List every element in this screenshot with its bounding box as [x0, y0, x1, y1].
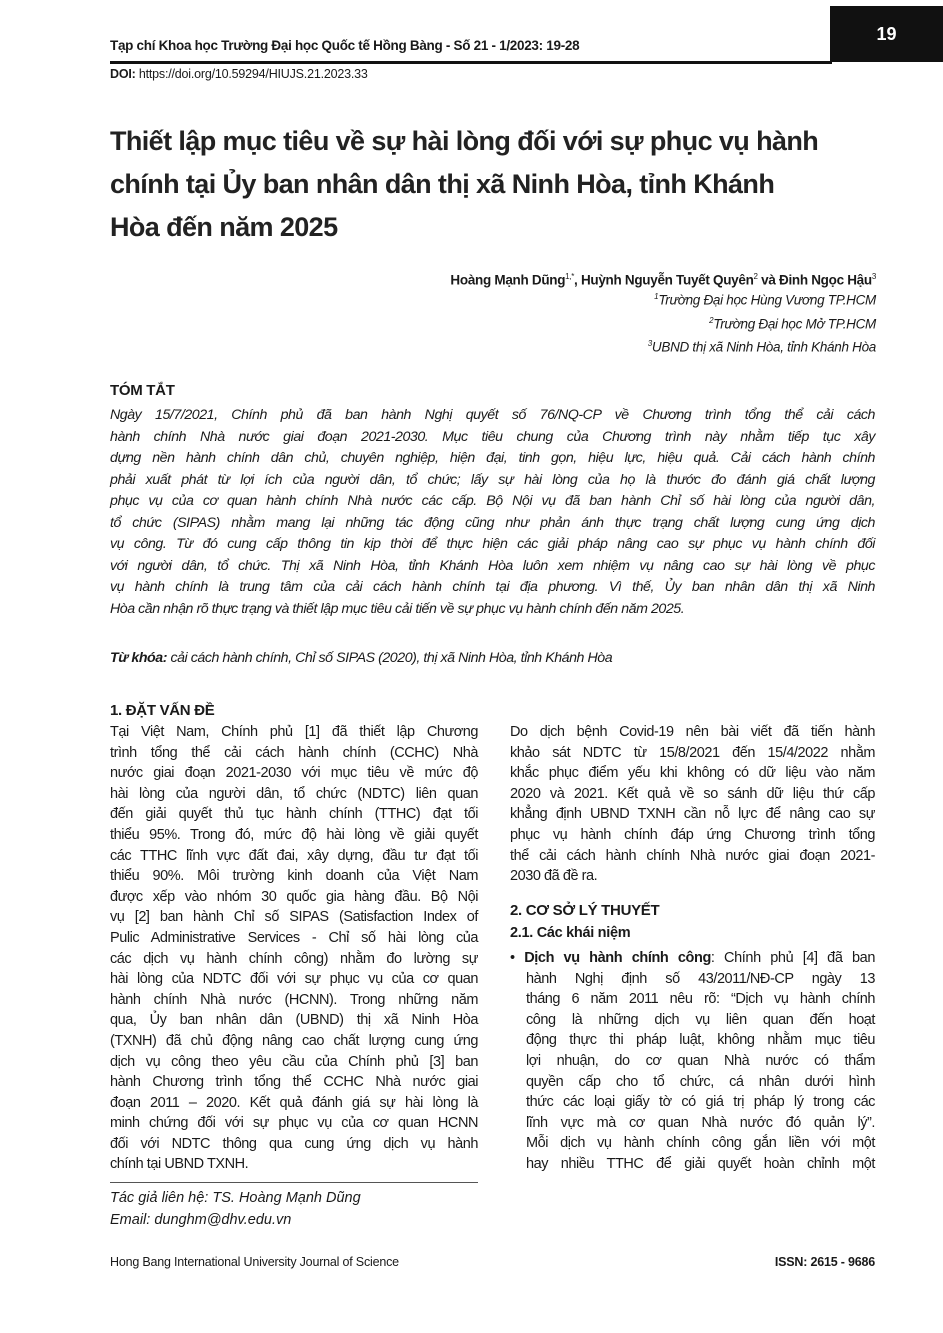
text-line: lợi nhuận, do cơ quan Nhà nước có thẩm — [526, 1052, 875, 1069]
journal-header: Tạp chí Khoa học Trường Đại học Quốc tế Hồng Bàng - Số 21 - 1/2023: 19-28 — [110, 38, 580, 53]
text-line: đoạn 2011 – 2020. Kết quả đánh giá sự hài lòng là — [110, 1094, 478, 1111]
footer-journal: Hong Bang International University Journal of Science — [110, 1255, 399, 1269]
text-line: thể cải cách hành chính Nhà nước giai đoạn 2021- — [510, 847, 875, 864]
text-line: tổ chức (SIPAS) nhằm mang lại những tác động cũng như phản ánh thực trạng chất lượng cung ứng dịch — [110, 514, 875, 531]
abstract-body — [110, 405, 875, 620]
aff-text: Trường Đại học Hùng Vương TP.HCM — [658, 292, 876, 308]
text-line: phục vụ của cơ quan hành chính Nhà nước các cấp. Bộ Nội vụ đã ban hành Chỉ số hài lòng của người dân, — [110, 493, 875, 509]
section-heading: 2. CƠ SỞ LÝ THUYẾT — [510, 902, 660, 919]
author-sup: 1,* — [565, 272, 575, 281]
text-line: vụ [2] ban hành Chỉ số SIPAS (Satisfaction Index of — [110, 909, 478, 926]
text-line: phải xuất phát từ lợi ích của người dân, tổ chức; lấy sự hài lòng của họ là thước đo đánh giá chất lượng — [110, 471, 875, 488]
text-line: Tại Việt Nam, Chính phủ [1] đã thiết lập Chương — [110, 724, 478, 740]
author: Hoàng Mạnh Dũng — [450, 272, 566, 288]
text-line: đối với NDTC thông qua cung ứng dịch vụ hành — [110, 1135, 478, 1152]
text-line: thiểu 95%. Trong đó, mức độ hài lòng về giải quyết — [110, 826, 478, 843]
aff-sup: 1 — [654, 292, 659, 301]
text-line: 2030 đã đề ra. — [510, 868, 598, 885]
bullet-continuation — [526, 969, 875, 1175]
text-line: vụ công. Từ đó cung cấp thông tin kịp thời để thực hiện các giải pháp nâng cao sự phục vụ hành chính đối — [110, 536, 875, 552]
text-line: nước giai đoạn 2021-2030 với mục tiêu về mức độ — [110, 765, 478, 782]
text-line: Do dịch bệnh Covid-19 nên bài viết đã tiến hành — [510, 724, 875, 740]
text-line: hài lòng của người dân, tổ chức (NDTC) liên quan — [110, 785, 478, 802]
author: , Huỳnh Nguyễn Tuyết Quyên — [574, 272, 754, 288]
author-sup: 3 — [871, 272, 876, 281]
bullet-item — [510, 948, 875, 969]
authors — [450, 272, 876, 288]
author: và Đinh Ngọc Hậu — [757, 272, 872, 288]
doi — [110, 67, 368, 81]
text-line: quyền cấp cho tổ chức, cá nhân dưới hình — [526, 1073, 875, 1090]
header-rule — [110, 61, 832, 64]
aff-sup: 3 — [647, 339, 652, 348]
text-line: với người dân, tổ chức. Thị xã Ninh Hòa, tỉnh Khánh Hòa luôn xem nhiệm vụ nâng cao sự hài lòng về phục — [110, 557, 875, 574]
aff-sup: 2 — [709, 316, 714, 325]
bullet-text: : Chính phủ [4] đã ban — [710, 950, 875, 966]
text-line: 2020 và 2021. Kết quả về so sánh dữ liệu thứ cấp — [510, 785, 875, 802]
subsection-heading: 2.1. Các khái niệm — [510, 925, 631, 941]
aff-text: UBND thị xã Ninh Hòa, tỉnh Khánh Hòa — [651, 339, 876, 355]
text-line: dịch vụ công theo yêu cầu của Chính phủ [3] ban — [110, 1053, 478, 1070]
affiliation — [654, 292, 876, 308]
page-number: 19 — [830, 6, 943, 62]
title-line: Thiết lập mục tiêu về sự hài lòng đối với sự phục vụ hành — [110, 126, 819, 156]
abstract-heading: TÓM TẮT — [110, 382, 175, 399]
keywords — [110, 648, 612, 670]
bullet-term: Dịch vụ hành chính công — [524, 950, 711, 966]
keywords-text: cải cách hành chính, Chỉ số SIPAS (2020), thị xã Ninh Hòa, tỉnh Khánh Hòa — [166, 650, 613, 666]
title-line: Hòa đến năm 2025 — [110, 212, 338, 242]
doi-link[interactable]: https://doi.org/10.59294/HIUJS.21.2023.33 — [138, 67, 368, 81]
affiliation — [648, 339, 876, 355]
text-line: hành Nghị định số 43/2011/NĐ-CP ngày 13 — [526, 970, 875, 987]
text-line: công là những dịch vụ liên quan đến hoạt — [526, 1011, 875, 1028]
keywords-label: Từ khóa: — [110, 650, 167, 666]
text-line: hài lòng của NDTC đối với sự phục vụ của cơ quan — [110, 971, 478, 988]
text-line: hay nhiều TTHC để giải quyết hoàn chỉnh một — [526, 1155, 875, 1172]
section1-body — [110, 722, 478, 1175]
doi-label: DOI: — [110, 67, 136, 81]
text-line: (TXNH) đã chủ động nâng cao chất lượng cung ứng — [110, 1032, 478, 1049]
contact-separator — [110, 1182, 478, 1183]
affiliation — [709, 316, 876, 332]
text-line: minh chứng đối với sự phục vụ của cơ quan HCNN — [110, 1115, 478, 1132]
footer-issn: ISSN: 2615 - 9686 — [774, 1255, 875, 1269]
text-line: dựng nền hành chính dân chủ, chuyên nghiệp, hiện đại, tinh gọn, hiệu lực, hiệu quả. Cải cách hành chính — [110, 450, 875, 466]
text-line: Hòa cần nhận rõ thực trạng và thiết lập mục tiêu cải tiến về sự phục vụ hành chính đến năm 2025. — [110, 600, 685, 617]
text-line: khắc phục điểm yếu khi không có dữ liệu vào năm — [510, 765, 875, 782]
article-title — [110, 120, 890, 249]
text-line: tháng 6 năm 2011 nêu rõ: “Dịch vụ hành chính — [526, 991, 875, 1008]
text-line: hành Chương trình tổng thể CCHC Nhà nước giai — [110, 1074, 478, 1091]
section-heading: 1. ĐẶT VẤN ĐỀ — [110, 702, 215, 719]
text-line: các dịch vụ hành chính công) nhằm đo lường sự — [110, 950, 478, 967]
bullet-icon: • — [510, 950, 515, 966]
text-line: Mỗi dịch vụ hành chính công gắn liền với một — [526, 1135, 875, 1152]
text-line: khảo sát NDTC từ 15/8/2021 đến 15/4/2022 nhằm — [510, 744, 875, 761]
text-line: thiểu 90%. Môi trường kinh doanh của Việt Nam — [110, 868, 478, 885]
aff-text: Trường Đại học Mở TP.HCM — [713, 316, 876, 332]
text-line: đến giải quyết thủ tục hành chính (TTHC) đạt tối — [110, 806, 478, 823]
right-column-body — [510, 722, 875, 887]
contact-author: Tác giả liên hệ: TS. Hoàng Mạnh Dũng — [110, 1190, 361, 1206]
text-line: Pulic Administrative Services - Chỉ số hài lòng của — [110, 929, 478, 946]
text-line: hành chính Nhà nước (HCNN). Trong những năm — [110, 991, 478, 1008]
author-sup: 2 — [753, 272, 758, 281]
text-line: thức các loại giấy tờ có giá trị pháp lý trong các — [526, 1094, 875, 1111]
text-line: khẳng định UBND TXNH cần nỗ lực để nâng cao sự — [510, 806, 875, 823]
title-line: chính tại Ủy ban nhân dân thị xã Ninh Hòa, tỉnh Khánh — [110, 169, 775, 199]
text-line: các TTHC lĩnh vực đất đai, xây dựng, đầu tư đạt tối — [110, 847, 478, 864]
contact-email[interactable]: Email: dunghm@dhv.edu.vn — [110, 1212, 292, 1228]
text-line: Ngày 15/7/2021, Chính phủ đã ban hành Nghị quyết số 76/NQ-CP về Chương trình tổng thể cải cách — [110, 407, 875, 423]
text-line: phục vụ hành chính đáp ứng Chương trình tổng — [510, 826, 875, 843]
text-line: vụ hành chính là trung tâm của cải cách hành chính tại địa phương. Vì thế, Ủy ban nhân dân thị xã Ninh — [110, 579, 875, 595]
text-line: trình tổng thể cải cách hành chính (CCHC) Nhà — [110, 744, 478, 761]
text-line: được xếp vào nhóm 30 quốc gia hàng đầu. Bộ Nội — [110, 888, 478, 905]
text-line: lĩnh vực mà cơ quan Nhà nước đó quản lý”. — [526, 1114, 875, 1131]
text-line: động thực thi pháp luật, không nhằm mục tiêu — [526, 1032, 875, 1049]
text-line: hành chính Nhà nước giai đoạn 2021-2030. Mục tiêu chung của Chương trình này nhằm tiếp tục xây — [110, 428, 875, 445]
text-line: qua, Ủy ban nhân dân (UBND) thị xã Ninh Hòa — [110, 1012, 478, 1029]
text-line: chính tại UBND TXNH. — [110, 1156, 249, 1173]
